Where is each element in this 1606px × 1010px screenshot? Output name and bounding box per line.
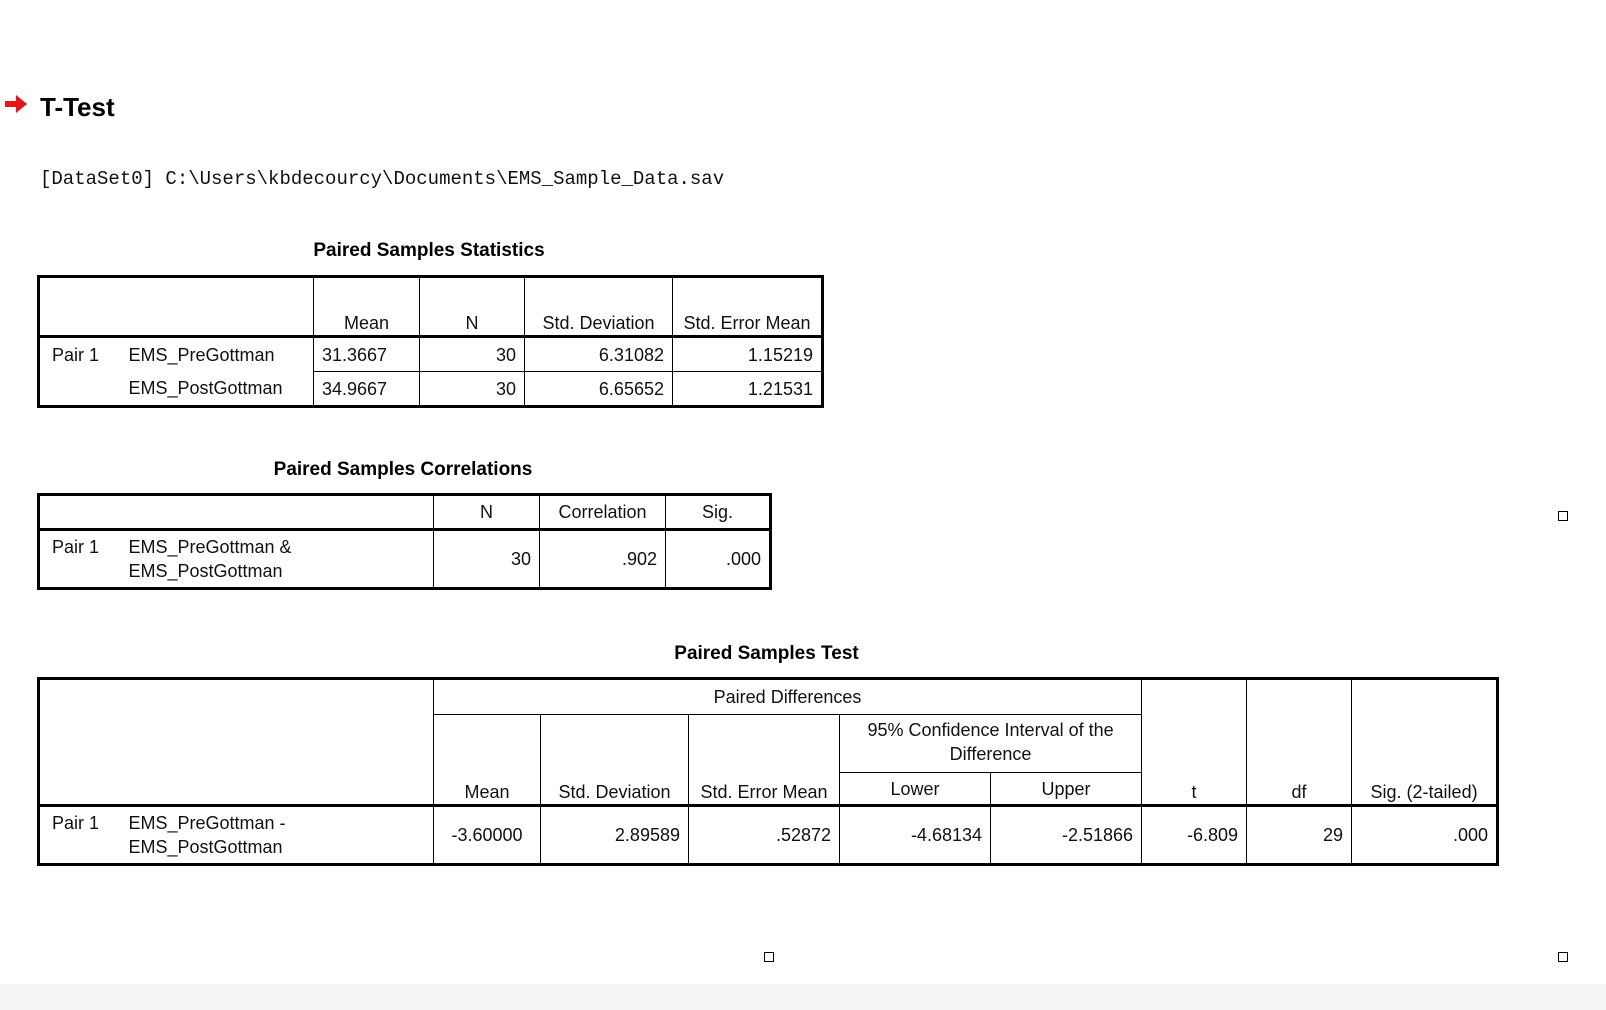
cell-se: .52872 <box>689 806 840 865</box>
table-header-row <box>39 495 771 530</box>
corner-cell <box>119 495 434 530</box>
cell-mean: 34.9667 <box>314 372 420 407</box>
column-header: Upper <box>991 773 1142 806</box>
pair-label-empty <box>39 372 119 407</box>
ci-header: 95% Confidence Interval of the Difference <box>840 715 1142 773</box>
cell-mean: 31.3667 <box>314 337 420 372</box>
corner-cell <box>39 277 119 337</box>
table-row <box>39 372 823 407</box>
cell-sig: .000 <box>1352 806 1498 865</box>
red-arrow-icon <box>4 94 28 114</box>
column-header: Mean <box>314 277 420 337</box>
column-header: Sig. <box>666 495 771 530</box>
resize-handle-icon[interactable] <box>1558 511 1568 521</box>
column-header: df <box>1247 679 1352 806</box>
corner-cell <box>39 495 119 530</box>
cell-se: 1.21531 <box>673 372 823 407</box>
cell-n: 30 <box>420 372 525 407</box>
pair-label: Pair 1 <box>39 806 119 865</box>
paired-differences-header: Paired Differences <box>434 679 1142 715</box>
column-header: N <box>434 495 540 530</box>
cell-n: 30 <box>434 530 540 589</box>
column-header: Std. Error Mean <box>673 277 823 337</box>
cell-sig: .000 <box>666 530 771 589</box>
resize-handle-icon[interactable] <box>764 952 774 962</box>
resize-handle-icon[interactable] <box>1558 952 1568 962</box>
row-variable: EMS_PreGottman - EMS_PostGottman <box>119 806 434 865</box>
cell-n: 30 <box>420 337 525 372</box>
paired-samples-statistics-table[interactable] <box>37 275 824 408</box>
column-header: N <box>420 277 525 337</box>
test-table-title[interactable]: Paired Samples Test <box>674 643 859 664</box>
column-header: Std. Error Mean <box>689 715 840 806</box>
column-header: t <box>1142 679 1247 806</box>
cell-upper: -2.51866 <box>991 806 1142 865</box>
corner-cell <box>119 277 314 337</box>
cell-sd: 2.89589 <box>541 806 689 865</box>
corner-cell <box>119 679 434 806</box>
table-header-row <box>39 277 823 337</box>
pair-label: Pair 1 <box>39 530 119 589</box>
cell-sd: 6.65652 <box>525 372 673 407</box>
pair-label: Pair 1 <box>39 337 119 372</box>
column-header: Correlation <box>540 495 666 530</box>
cell-mean: -3.60000 <box>434 806 541 865</box>
column-header: Lower <box>840 773 991 806</box>
viewer-bottom-strip <box>0 984 1606 1010</box>
table-row <box>39 530 771 589</box>
cell-correlation: .902 <box>540 530 666 589</box>
row-variable: EMS_PreGottman & EMS_PostGottman <box>119 530 434 589</box>
corner-cell <box>39 679 119 806</box>
page-title[interactable]: T-Test <box>40 92 115 122</box>
column-header: Sig. (2-tailed) <box>1352 679 1498 806</box>
table-header-row <box>39 679 1498 715</box>
cell-t: -6.809 <box>1142 806 1247 865</box>
table-row <box>39 337 823 372</box>
table-row <box>39 806 1498 865</box>
cell-se: 1.15219 <box>673 337 823 372</box>
paired-samples-test-table[interactable] <box>37 677 1499 866</box>
stats-table-title[interactable]: Paired Samples Statistics <box>313 240 545 261</box>
cell-lower: -4.68134 <box>840 806 991 865</box>
column-header: Mean <box>434 715 541 806</box>
row-variable: EMS_PreGottman <box>119 337 314 372</box>
dataset-path: [DataSet0] C:\Users\kbdecourcy\Documents\EMS_Sample_Data.sav <box>40 168 725 190</box>
cell-df: 29 <box>1247 806 1352 865</box>
column-header: Std. Deviation <box>541 715 689 806</box>
column-header: Std. Deviation <box>525 277 673 337</box>
corr-table-title[interactable]: Paired Samples Correlations <box>273 459 533 480</box>
row-variable: EMS_PostGottman <box>119 372 314 407</box>
cell-sd: 6.31082 <box>525 337 673 372</box>
paired-samples-correlations-table[interactable] <box>37 493 772 590</box>
